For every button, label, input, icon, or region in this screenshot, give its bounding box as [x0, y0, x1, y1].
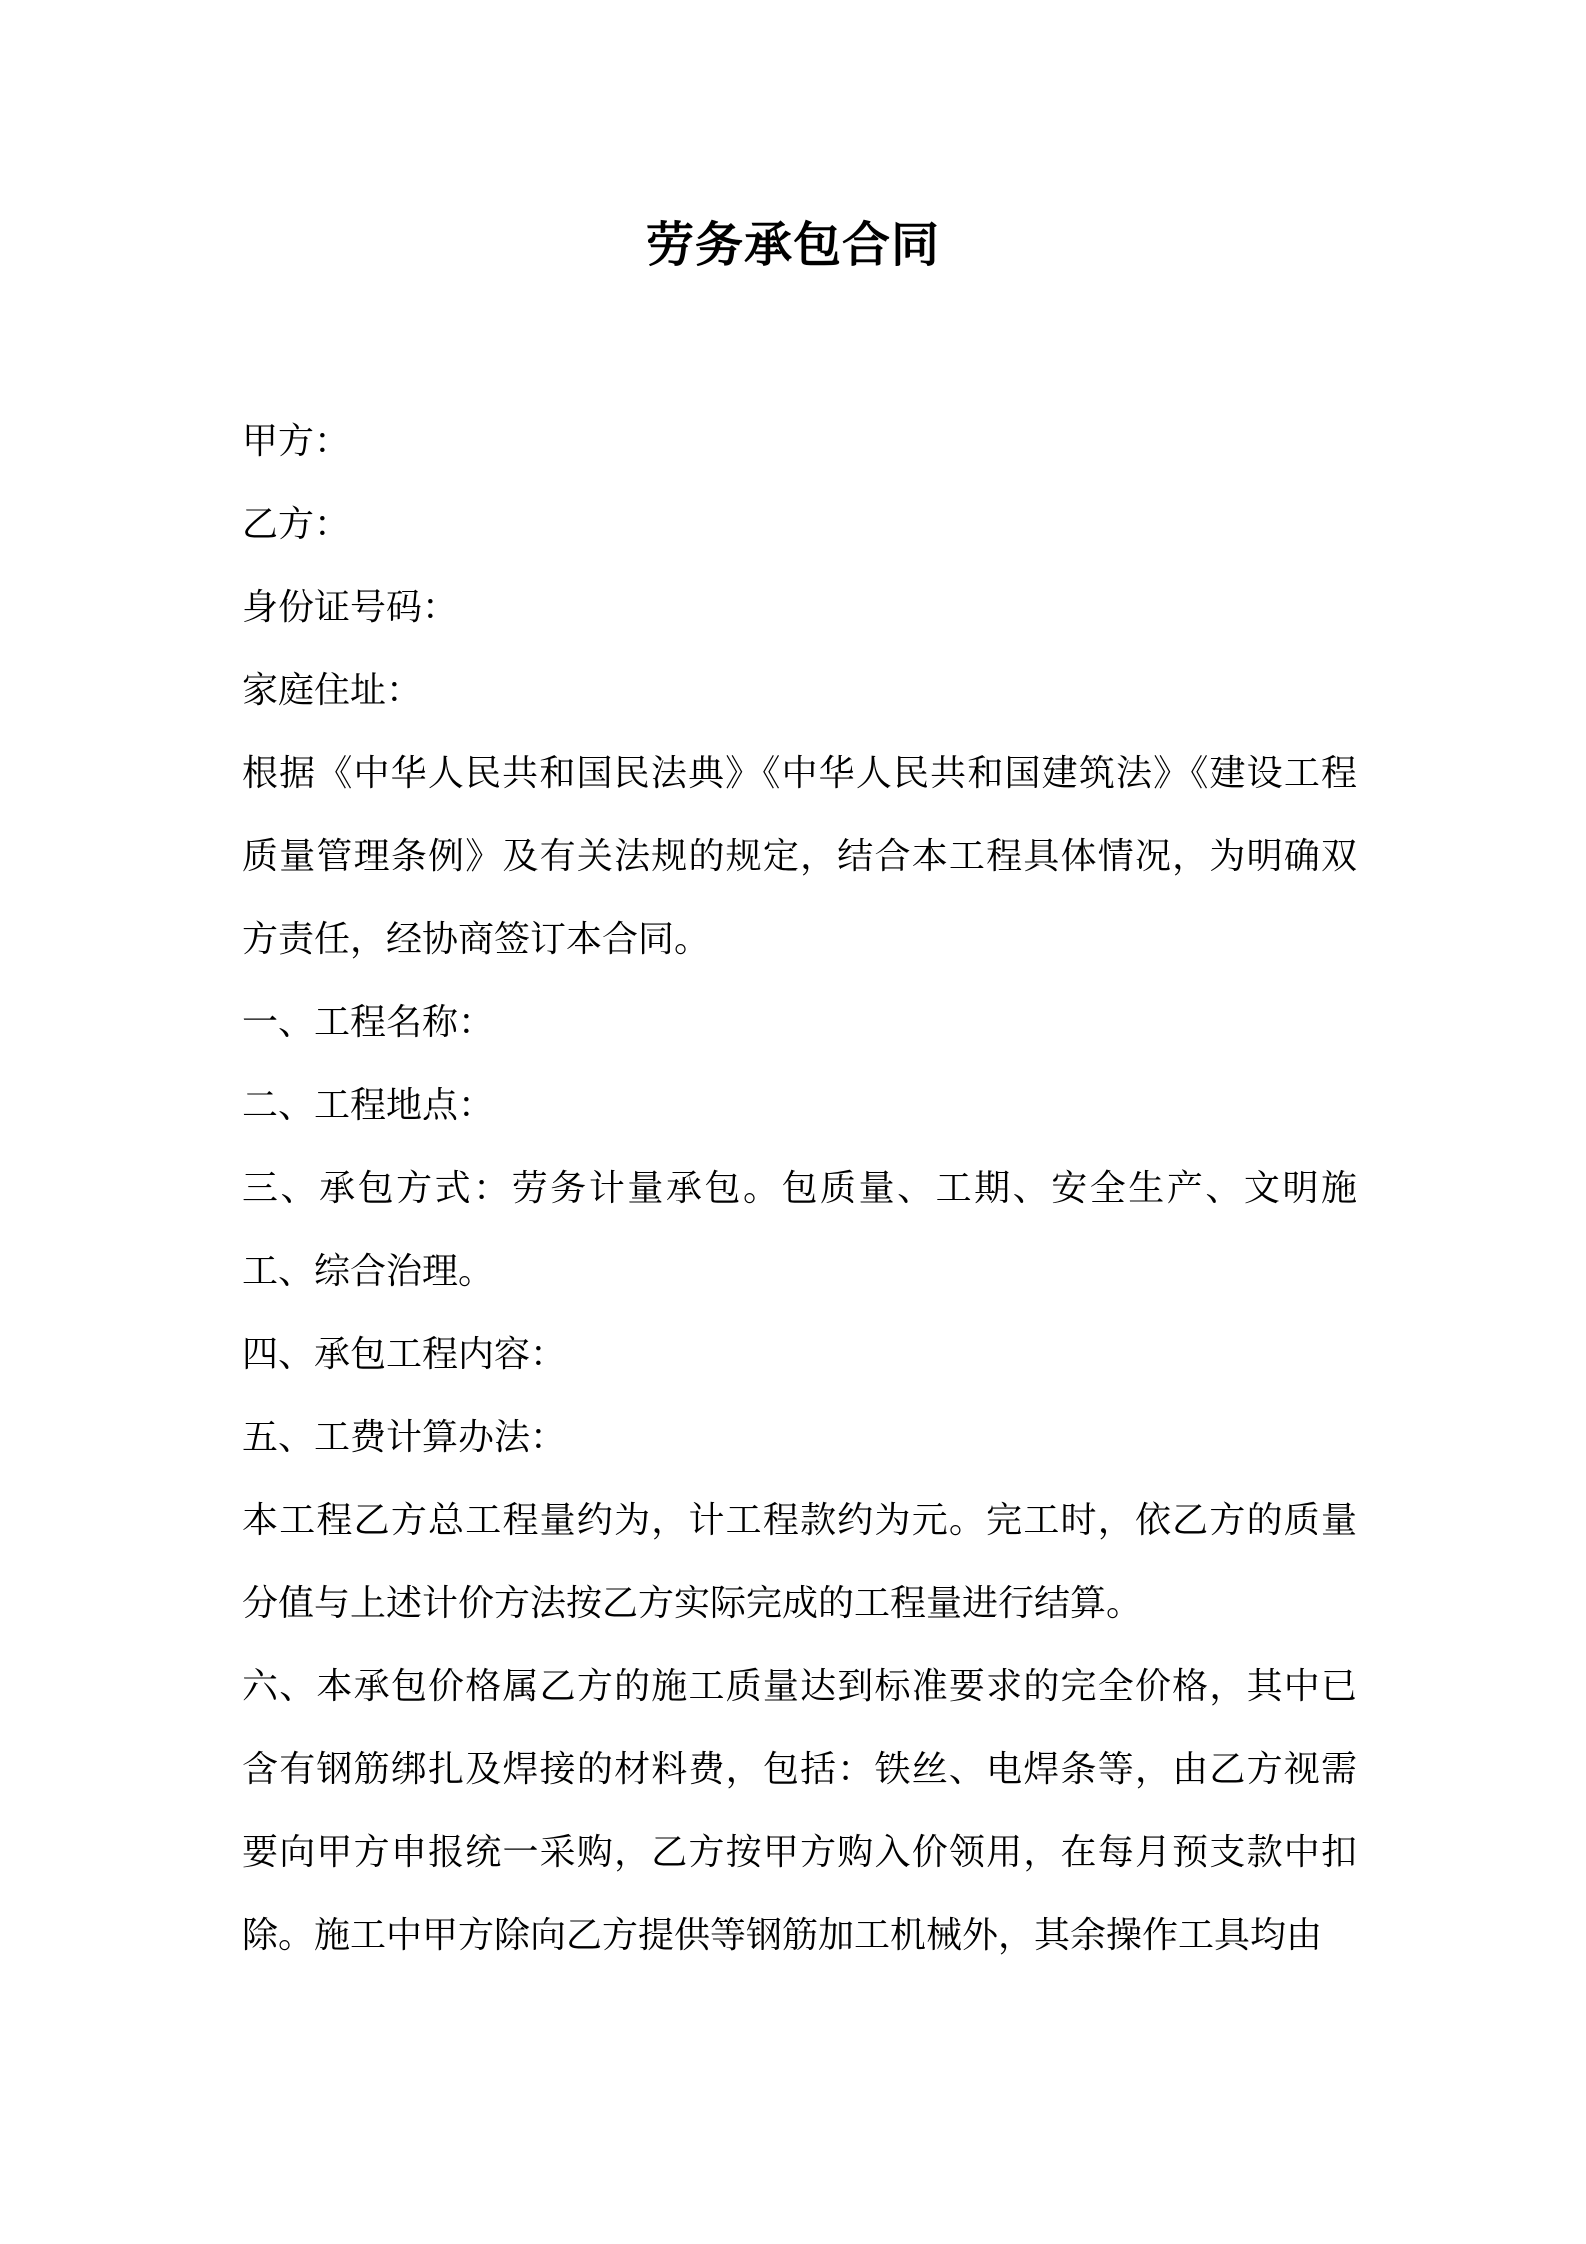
- clause-fee-calculation: 五、工费计算办法：: [242, 1417, 567, 1458]
- id-number-field: 身份证号码：: [242, 587, 459, 628]
- fee-calculation-paragraph: 本工程乙方总工程量约为，计工程款约为元。完工时，依乙方的质量分值与上述计价方法按乙方实际完成的工程量进行结算。: [242, 1500, 1357, 1624]
- party-b-field: 乙方：: [242, 504, 351, 545]
- clause-project-location: 二、工程地点：: [242, 1085, 495, 1126]
- clause-price-paragraph: 六、本承包价格属乙方的施工质量达到标准要求的完全价格，其中已含有钢筋绑扎及焊接的材料费，包括：铁丝、电焊条等，由乙方视需要向甲方申报统一采购，乙方按甲方购入价领用，在每月预支款中扣除。施工中甲方除向乙方提供等钢筋加工机械外，其余操作工具均由: [242, 1666, 1357, 1956]
- home-address-field: 家庭住址：: [242, 670, 423, 711]
- document-body: [242, 400, 1357, 1977]
- party-a-field: 甲方：: [242, 421, 351, 462]
- preamble-paragraph: 根据《中华人民共和国民法典》《中华人民共和国建筑法》《建设工程质量管理条例》及有关法规的规定，结合本工程具体情况，为明确双方责任，经协商签订本合同。: [242, 753, 1357, 960]
- document-title: 劳务承包合同: [645, 217, 940, 273]
- clause-contract-content: 四、承包工程内容：: [242, 1334, 567, 1375]
- clause-project-name: 一、工程名称：: [242, 1002, 495, 1043]
- clause-contract-method: 三、承包方式：劳务计量承包。包质量、工期、安全生产、文明施工、综合治理。: [242, 1168, 1357, 1292]
